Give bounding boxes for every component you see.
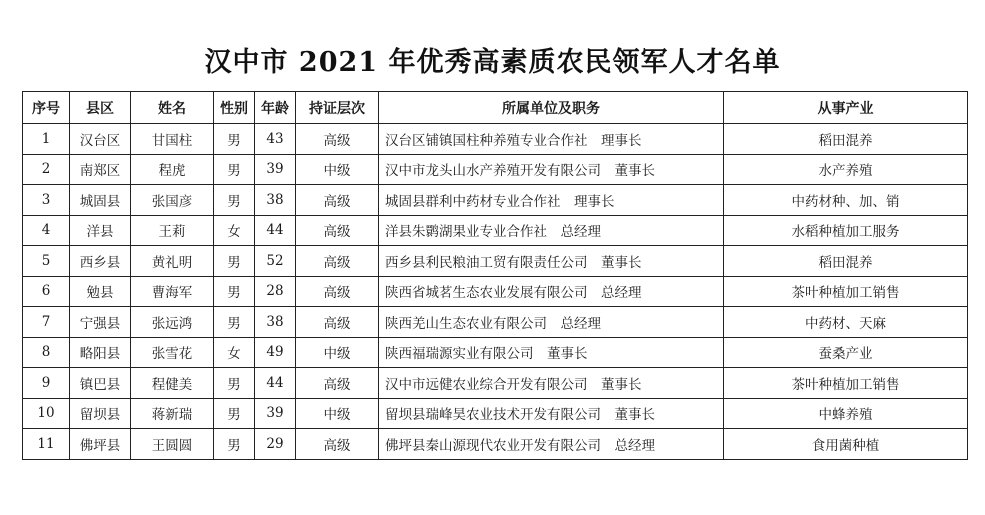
cell-county: 略阳县 [70, 337, 131, 368]
cell-county: 宁强县 [70, 307, 131, 338]
cell-no: 9 [23, 368, 70, 399]
cell-gender: 女 [214, 215, 255, 246]
column-header-no: 序号 [23, 92, 70, 124]
cell-org: 陕西羌山生态农业有限公司 总经理 [379, 307, 724, 338]
cell-gender: 男 [214, 154, 255, 185]
cell-age: 43 [255, 124, 296, 155]
cell-org: 西乡县利民粮油工贸有限责任公司 董事长 [379, 246, 724, 277]
cell-org: 汉中市远健农业综合开发有限公司 董事长 [379, 368, 724, 399]
cell-age: 44 [255, 215, 296, 246]
table-body [23, 124, 968, 460]
cell-name: 张雪花 [131, 337, 214, 368]
cell-gender: 男 [214, 307, 255, 338]
cell-no: 10 [23, 398, 70, 429]
column-header-name: 姓名 [131, 92, 214, 124]
cell-industry: 稻田混养 [724, 124, 968, 155]
column-header-org: 所属单位及职务 [379, 92, 724, 124]
cell-org: 汉中市龙头山水产养殖开发有限公司 董事长 [379, 154, 724, 185]
cell-gender: 男 [214, 429, 255, 460]
cell-age: 39 [255, 154, 296, 185]
cell-county: 洋县 [70, 215, 131, 246]
cell-no: 1 [23, 124, 70, 155]
cell-name: 张国彦 [131, 185, 214, 216]
cell-level: 高级 [296, 246, 379, 277]
cell-no: 8 [23, 337, 70, 368]
cell-county: 留坝县 [70, 398, 131, 429]
cell-industry: 蚕桑产业 [724, 337, 968, 368]
table-row [23, 307, 968, 338]
cell-county: 城固县 [70, 185, 131, 216]
cell-no: 11 [23, 429, 70, 460]
cell-industry: 水稻种植加工服务 [724, 215, 968, 246]
cell-level: 高级 [296, 429, 379, 460]
cell-gender: 男 [214, 398, 255, 429]
cell-age: 38 [255, 185, 296, 216]
cell-age: 49 [255, 337, 296, 368]
page-title: 汉中市 2021 年优秀高素质农民领军人才名单 [204, 47, 781, 78]
column-header-gender: 性别 [214, 92, 255, 124]
cell-county: 西乡县 [70, 246, 131, 277]
cell-name: 王莉 [131, 215, 214, 246]
cell-no: 6 [23, 276, 70, 307]
cell-gender: 男 [214, 368, 255, 399]
cell-org: 洋县朱鹮湖果业专业合作社 总经理 [379, 215, 724, 246]
cell-org: 陕西福瑞源实业有限公司 董事长 [379, 337, 724, 368]
column-header-county: 县区 [70, 92, 131, 124]
cell-gender: 男 [214, 246, 255, 277]
cell-level: 高级 [296, 368, 379, 399]
cell-county: 勉县 [70, 276, 131, 307]
cell-age: 29 [255, 429, 296, 460]
cell-industry: 中蜂养殖 [724, 398, 968, 429]
table-row [23, 215, 968, 246]
cell-gender: 女 [214, 337, 255, 368]
column-header-age: 年龄 [255, 92, 296, 124]
cell-level: 高级 [296, 185, 379, 216]
cell-age: 44 [255, 368, 296, 399]
table-row [23, 185, 968, 216]
cell-industry: 茶叶种植加工销售 [724, 276, 968, 307]
cell-no: 2 [23, 154, 70, 185]
table-row [23, 337, 968, 368]
cell-age: 28 [255, 276, 296, 307]
cell-county: 镇巴县 [70, 368, 131, 399]
cell-level: 高级 [296, 276, 379, 307]
table-row [23, 154, 968, 185]
cell-county: 南郑区 [70, 154, 131, 185]
cell-age: 52 [255, 246, 296, 277]
cell-no: 7 [23, 307, 70, 338]
cell-age: 38 [255, 307, 296, 338]
cell-no: 4 [23, 215, 70, 246]
cell-org: 汉台区铺镇国柱种养殖专业合作社 理事长 [379, 124, 724, 155]
cell-org: 城固县群利中药材专业合作社 理事长 [379, 185, 724, 216]
cell-name: 张远鸿 [131, 307, 214, 338]
cell-name: 甘国柱 [131, 124, 214, 155]
table-header-row [23, 92, 968, 124]
cell-industry: 水产养殖 [724, 154, 968, 185]
cell-level: 中级 [296, 337, 379, 368]
cell-no: 3 [23, 185, 70, 216]
cell-no: 5 [23, 246, 70, 277]
table-row [23, 276, 968, 307]
cell-org: 佛坪县秦山源现代农业开发有限公司 总经理 [379, 429, 724, 460]
cell-name: 曹海军 [131, 276, 214, 307]
cell-name: 蒋新瑞 [131, 398, 214, 429]
column-header-industry: 从事产业 [724, 92, 968, 124]
cell-county: 汉台区 [70, 124, 131, 155]
cell-industry: 食用菌种植 [724, 429, 968, 460]
cell-age: 39 [255, 398, 296, 429]
cell-gender: 男 [214, 276, 255, 307]
cell-name: 程虎 [131, 154, 214, 185]
cell-county: 佛坪县 [70, 429, 131, 460]
cell-level: 中级 [296, 154, 379, 185]
cell-industry: 茶叶种植加工销售 [724, 368, 968, 399]
cell-name: 王圆圆 [131, 429, 214, 460]
cell-industry: 中药材、天麻 [724, 307, 968, 338]
cell-industry: 稻田混养 [724, 246, 968, 277]
cell-org: 陕西省城茗生态农业发展有限公司 总经理 [379, 276, 724, 307]
cell-gender: 男 [214, 185, 255, 216]
cell-industry: 中药材种、加、销 [724, 185, 968, 216]
cell-name: 程健美 [131, 368, 214, 399]
table-row [23, 398, 968, 429]
cell-level: 高级 [296, 215, 379, 246]
cell-name: 黄礼明 [131, 246, 214, 277]
table-row [23, 124, 968, 155]
table-row [23, 246, 968, 277]
cell-org: 留坝县瑞峰昊农业技术开发有限公司 董事长 [379, 398, 724, 429]
cell-level: 高级 [296, 307, 379, 338]
cell-level: 中级 [296, 398, 379, 429]
cell-level: 高级 [296, 124, 379, 155]
table-row [23, 429, 968, 460]
column-header-level: 持证层次 [296, 92, 379, 124]
table-row [23, 368, 968, 399]
talent-list-table [22, 91, 968, 460]
cell-gender: 男 [214, 124, 255, 155]
